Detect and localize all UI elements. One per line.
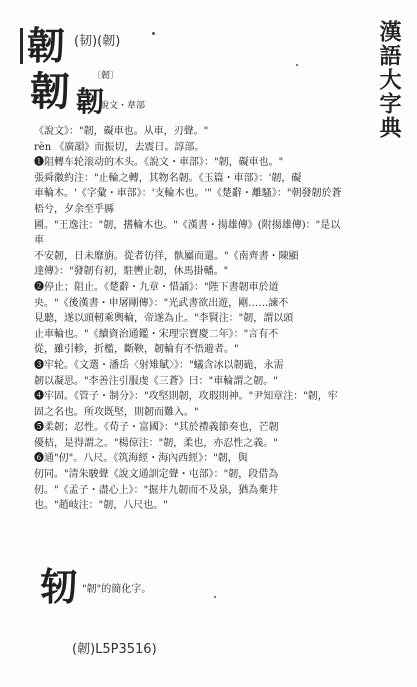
entry-line: 央。"《後漢書・申屠剛傳》："光武書欲出遊，剛……諫不 (34, 297, 289, 309)
traditional-tag: 〔韌〕 (92, 71, 120, 81)
simplified-definition: "韌"的簡化字。 (82, 584, 152, 595)
scan-speck (152, 32, 155, 35)
margin-rule (20, 28, 23, 64)
headword-variant: 韌 (76, 85, 105, 118)
scan-speck (214, 596, 216, 598)
simplified-headword: 轫 (40, 564, 79, 609)
entry-line: ❺柔韌；忍性。《荀子・富國》："其於禮義節奏也，芒韌 (34, 422, 279, 434)
entry-line: 《說文》："韌，礙車也。从車，刃聲。" (34, 126, 209, 137)
entry-line: rèn 《廣韻》而振切，去震日。諄部。 (34, 141, 205, 153)
entry-line: ❸牢轮。《文選・潘岳〈射雉賦〉》："蟻含冰以韌硊，永需 (34, 359, 284, 371)
scan-speck (296, 64, 298, 66)
entry-line: ❶阻轉车轮滚动的木头。《說文・車部》："韌，礙車也。" (34, 157, 284, 169)
entry-line: 張舜徽約注："止輪之轉，其物名韌。《玉篇・車部》：'韌，礙 (34, 172, 302, 184)
entry-line: 韌以凝思。"李善注引服虔《三蒼》曰："車輪謂之韌。" (34, 375, 278, 387)
source-tag: 說文・韋部 (100, 101, 146, 111)
entry-line: 優桔，是得謂之。"楊倞注："韌，柔也，亦忍性之義。" (34, 437, 278, 449)
entry-line: ❷停止；阻止。《楚辭・九章・惜誦》："陛下書韌車於道 (34, 281, 279, 293)
entry-line: 達傳》："發韌有初，駐轡止韌，休馬掛轓。" (34, 266, 229, 278)
entry-line: ❹牢固。《管子・制分》："攻堅則韌，攻瑕則神。"尹知章注："韌，牢 (34, 391, 338, 403)
handwritten-note-bottom: (韌)L5P3516) (72, 642, 157, 657)
entry-line: 不安韌，日未靡旃。從者彷徉，骫屬而還。"《南齊書・陳顯 (34, 250, 299, 262)
entry-line: 車輪木。'《字彙・車部》：'支輪木也。'"《楚辭・離騷》："朝發韌於蒼梧兮，夕余至乎縣 (34, 188, 342, 215)
entry-line: 圃。"王逸注："韌，搘輪木也。"《漢書・揚雄傳》(附揚雄傳)："是以車 (34, 219, 341, 247)
entry-line: ❻通"仞"。八尺。《筑海經・海內西經》："韌，與 (34, 453, 248, 465)
entry-line: 從，雖引軫，折檻，斷鞅，韌輪有不悟避者。" (34, 344, 239, 356)
entry-line: 仞。"《孟子・盡心上》："掘井九韌而不及泉，猶為棄井 (34, 484, 279, 496)
entry-line: 止車輪也。"《續資治通鑑・宋理宗寶慶二年》："言有不 (34, 328, 279, 340)
entry-line: 見聽，遂以頭軔乘輿輪，帝遂為止。"李賢注："韌，謂以頭 (34, 313, 294, 325)
headword-top: 韌 (27, 23, 66, 68)
headword-main: 韌 (30, 68, 70, 115)
dictionary-title: 漢語大字典 (376, 20, 402, 140)
entry-line: 也。"趙岐注："韌，八尺也。" (34, 500, 168, 512)
entry-line: 仞同。"清朱駿聲《說文通訓定聲・屯部》："韌，段借為 (34, 469, 279, 481)
handwritten-note-top: (韧)(韌) (74, 34, 121, 49)
entry-line: 固之名也。所攻既堅，則韌而難入。" (34, 406, 199, 418)
entry-body (34, 124, 350, 514)
